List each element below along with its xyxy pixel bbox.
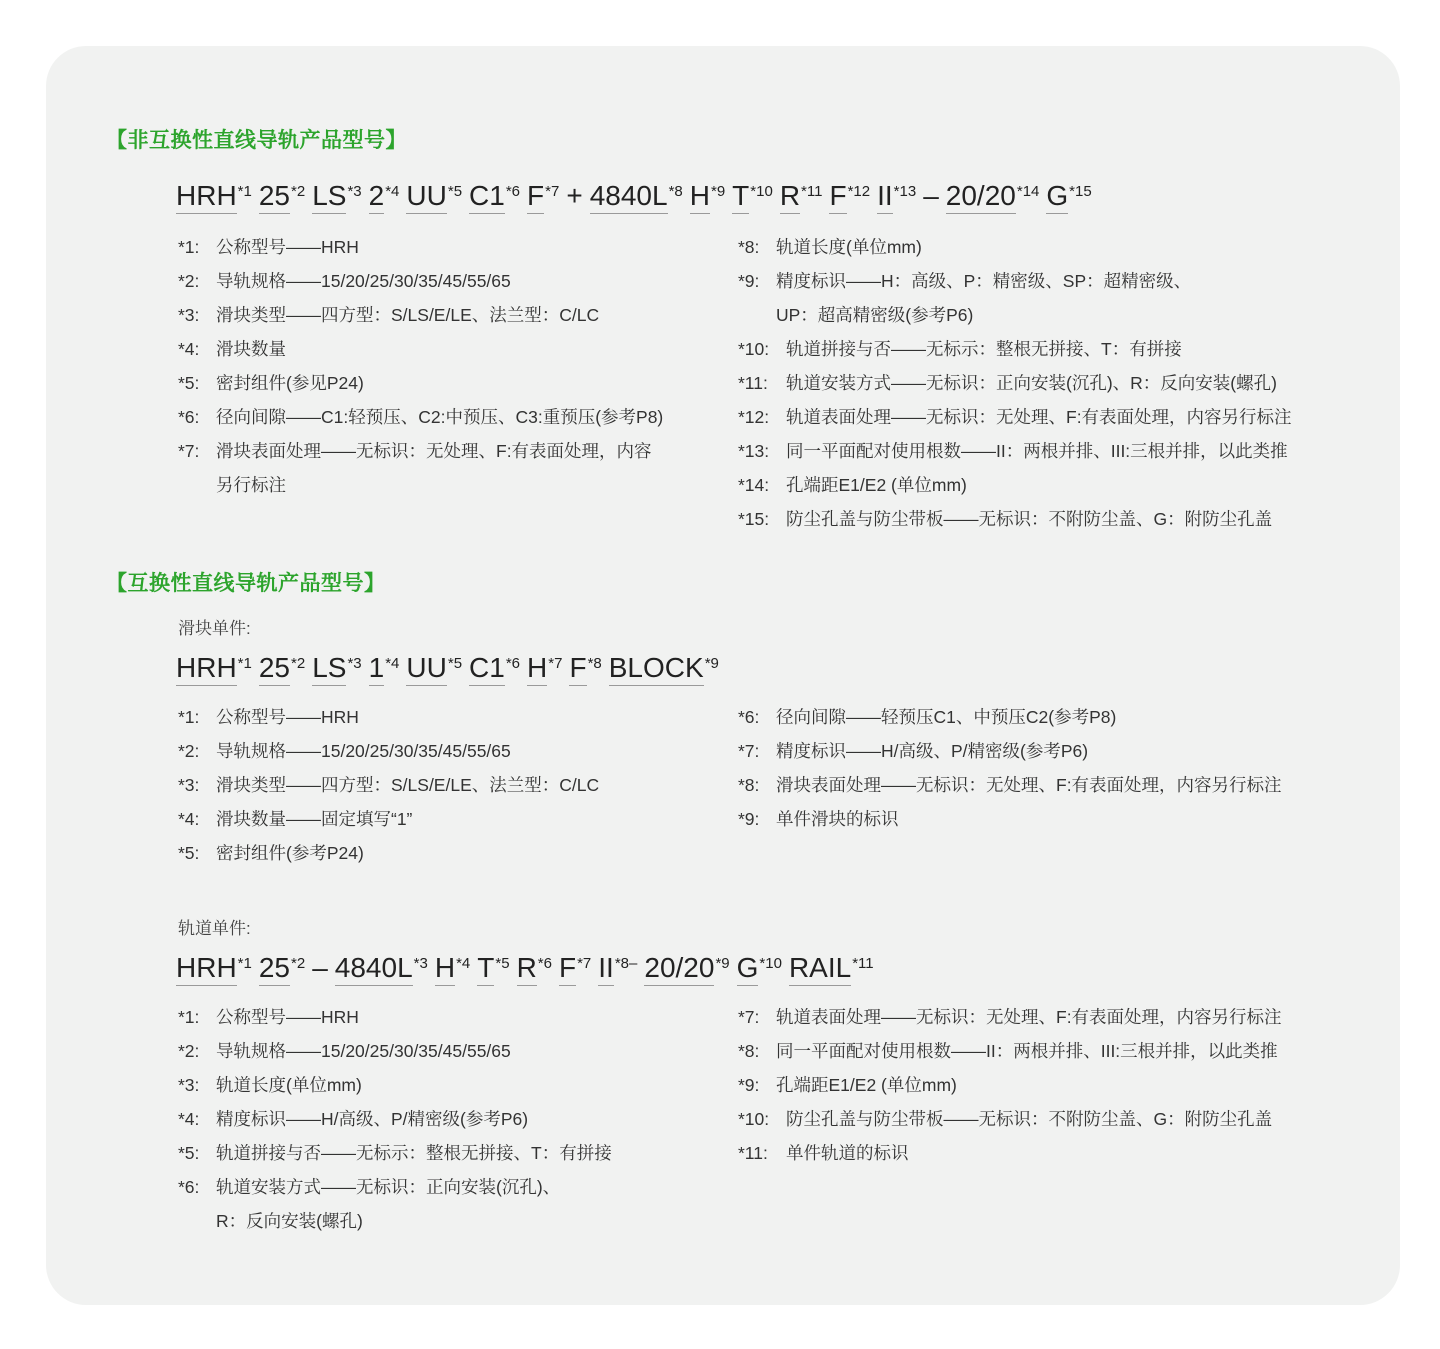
code-separator: – (923, 180, 939, 211)
code-token-footnote: *7 (548, 655, 563, 672)
note-text (216, 1170, 560, 1238)
note-text (216, 298, 599, 332)
code-token-footnote: *9 (710, 183, 726, 200)
code-token-footnote: *2 (291, 955, 306, 972)
code-token-text: LS (312, 180, 346, 214)
code-token (176, 174, 252, 214)
code-token-footnote: *1 (237, 655, 252, 672)
note-text (776, 230, 922, 264)
code-token (789, 946, 874, 986)
note-line: 滑块类型——四方型：S/LS/E/LE、法兰型：C/LC (216, 775, 600, 795)
note-text (216, 264, 511, 298)
code-token (644, 946, 729, 986)
note-line: 公称型号——HRH (216, 1007, 359, 1027)
code-token (469, 174, 520, 214)
note-item (178, 1068, 612, 1102)
note-line: 轨道长度(单位mm) (776, 237, 922, 257)
code-token (259, 174, 305, 214)
note-number: *3: (178, 305, 200, 325)
code-token-footnote: *4 (385, 655, 400, 672)
note-item (178, 802, 599, 836)
code-token (690, 174, 725, 214)
note-text (216, 700, 359, 734)
code-token-footnote: *4 (456, 955, 471, 972)
code-token-text: 25 (259, 652, 290, 686)
notes-left-rail (178, 1000, 612, 1238)
note-number: *8: (738, 775, 760, 795)
note-item (178, 1102, 612, 1136)
code-token-text: 1 (369, 652, 385, 686)
note-line: 另行标注 (216, 475, 286, 495)
note-number: *11: (738, 1143, 768, 1163)
note-number: *5: (178, 373, 200, 393)
section-title-interchangeable: 【互换性直线导轨产品型号】 (106, 572, 386, 595)
code-token-footnote: *3 (347, 655, 362, 672)
code-token (737, 946, 782, 986)
note-text (786, 1102, 1272, 1136)
note-item (178, 1170, 612, 1238)
note-item (738, 230, 1292, 264)
code-token-text: II (877, 180, 893, 214)
code-token-footnote: *11 (852, 955, 874, 972)
code-token-text: HRH (176, 952, 237, 986)
note-item (738, 1102, 1282, 1136)
code-token-text: HRH (176, 180, 237, 214)
code-token-text: 4840L (590, 180, 668, 214)
note-line: 轨道安装方式——无标识：正向安装(沉孔)、 (216, 1177, 561, 1197)
note-item (738, 468, 1292, 502)
code-token-footnote: *11 (801, 183, 823, 200)
note-line: 精度标识——H/高级、P/精密级(参考P6) (216, 1109, 529, 1129)
note-text (786, 434, 1288, 468)
note-line: 滑块表面处理——无标识：无处理、F:有表面处理，内容另行标注 (776, 775, 1282, 795)
model-code-non-interchangeable (176, 174, 1099, 214)
note-item (178, 1034, 612, 1068)
note-text (776, 768, 1282, 802)
note-text (216, 434, 652, 502)
code-token-text: T (477, 952, 494, 986)
note-line: 防尘孔盖与防尘带板——无标识：不附防尘盖、G：附防尘孔盖 (786, 1109, 1273, 1129)
note-number: *9: (738, 1075, 760, 1095)
note-item (178, 298, 663, 332)
code-token-footnote: *3 (347, 183, 362, 200)
code-token (590, 174, 683, 214)
code-token-text: 2 (369, 180, 385, 214)
note-text (216, 1034, 511, 1068)
code-token (517, 946, 552, 986)
code-token-footnote: *3 (413, 955, 428, 972)
rail-unit-label: 轨道单件: (178, 919, 251, 938)
code-token-footnote: *13 (893, 183, 917, 200)
note-number: *6: (738, 707, 760, 727)
note-item (178, 332, 663, 366)
note-text (216, 1102, 528, 1136)
note-line: 孔端距E1/E2 (单位mm) (786, 475, 967, 495)
note-item (178, 366, 663, 400)
code-token-footnote: *6 (505, 655, 521, 672)
code-token (176, 646, 252, 686)
note-number: *1: (178, 237, 200, 257)
note-line: 轨道长度(单位mm) (216, 1075, 362, 1095)
note-line: R：反向安装(螺孔) (216, 1211, 363, 1231)
code-token (946, 174, 1040, 214)
code-token-footnote: *7 (545, 183, 560, 200)
note-number: *5: (178, 843, 200, 863)
code-token-text: R (780, 180, 800, 214)
code-token (609, 646, 719, 686)
note-line: UP：超高精密级(参考P6) (776, 305, 974, 325)
code-token-text: 25 (259, 180, 290, 214)
note-line: 同一平面配对使用根数——II：两根并排、III:三根并排，以此类推 (786, 441, 1288, 461)
note-number: *11: (738, 373, 768, 393)
note-line: 滑块数量——固定填写“1” (216, 809, 413, 829)
code-token-text: 25 (259, 952, 290, 986)
note-line: 公称型号——HRH (216, 707, 359, 727)
code-token-footnote: *9 (715, 955, 730, 972)
code-token-footnote: *8 (668, 183, 683, 200)
code-token-footnote: *1 (237, 955, 252, 972)
note-line: 密封组件(参见P24) (216, 373, 364, 393)
code-token (527, 646, 562, 686)
code-token-footnote: *2 (291, 655, 306, 672)
note-line: 防尘孔盖与防尘带板——无标识：不附防尘盖、G：附防尘孔盖 (786, 509, 1273, 529)
note-item (178, 836, 599, 870)
note-text (776, 1034, 1278, 1068)
code-token-text: C1 (469, 652, 505, 686)
note-number: *1: (178, 1007, 200, 1027)
code-token-text: F (569, 652, 586, 686)
note-text (216, 400, 663, 434)
code-token (780, 174, 823, 214)
note-number: *2: (178, 741, 200, 761)
code-token-footnote: *8 (587, 655, 602, 672)
notes-left-block (178, 700, 599, 870)
code-token-text: RAIL (789, 952, 851, 986)
block-unit-label: 滑块单件: (178, 619, 251, 638)
note-item (738, 802, 1282, 836)
code-token-footnote: *9 (704, 655, 719, 672)
code-token (369, 174, 400, 214)
notes-left-non-interchangeable (178, 230, 663, 502)
section-title-non-interchangeable: 【非互换性直线导轨产品型号】 (106, 129, 407, 152)
note-text (776, 700, 1116, 734)
note-number: *4: (178, 339, 200, 359)
note-line: 径向间隙——C1:轻预压、C2:中预压、C3:重预压(参考P8) (216, 407, 664, 427)
code-token-text: C1 (469, 180, 505, 214)
code-token-text: R (517, 952, 537, 986)
note-text (216, 1136, 612, 1170)
code-token (598, 946, 637, 986)
note-line: 轨道安装方式——无标识：正向安装(沉孔)、R：反向安装(螺孔) (786, 373, 1277, 393)
note-number: *3: (178, 775, 200, 795)
model-code-rail (176, 946, 881, 986)
note-number: *7: (738, 1007, 760, 1027)
code-token-footnote: *4 (385, 183, 400, 200)
note-item (178, 1000, 612, 1034)
note-number: *14: (738, 475, 770, 495)
note-item (178, 734, 599, 768)
code-token-text: 20/20 (946, 180, 1016, 214)
note-item (738, 768, 1282, 802)
code-token-text: F (559, 952, 576, 986)
note-item (178, 264, 663, 298)
code-token (406, 174, 462, 214)
code-token-footnote: *10 (750, 183, 773, 200)
note-item (738, 434, 1292, 468)
note-number: *8: (738, 237, 760, 257)
note-line: 公称型号——HRH (216, 237, 359, 257)
note-line: 滑块表面处理——无标识：无处理、F:有表面处理，内容 (216, 441, 652, 461)
note-number: *2: (178, 1041, 200, 1061)
code-token-footnote: *10 (759, 955, 782, 972)
code-token-footnote: *2 (291, 183, 306, 200)
note-line: 滑块数量 (216, 339, 286, 359)
code-token (259, 946, 305, 986)
code-token-text: T (732, 180, 749, 214)
code-token-text: F (829, 180, 846, 214)
code-token-footnote: *6 (505, 183, 521, 200)
note-text (776, 802, 899, 836)
note-text (786, 366, 1277, 400)
note-item (738, 366, 1292, 400)
note-item (178, 434, 663, 502)
notes-right-rail (738, 1000, 1282, 1170)
code-token (312, 646, 361, 686)
code-token-text: G (737, 952, 759, 986)
note-item (178, 230, 663, 264)
note-text (786, 400, 1292, 434)
note-text (216, 802, 412, 836)
code-token-footnote: *5 (447, 655, 463, 672)
note-text (216, 1000, 359, 1034)
code-separator: – (312, 952, 328, 983)
code-token-text: HRH (176, 652, 237, 686)
note-number: *10: (738, 339, 770, 359)
code-token (369, 646, 400, 686)
note-text (786, 332, 1182, 366)
code-token-footnote: *5 (447, 183, 463, 200)
note-line: 同一平面配对使用根数——II：两根并排、III:三根并排，以此类推 (776, 1041, 1278, 1061)
code-token (469, 646, 520, 686)
note-text (216, 332, 286, 366)
note-number: *6: (178, 1177, 200, 1197)
code-token-text: UU (406, 652, 446, 686)
code-token (312, 174, 361, 214)
code-token-text: H (435, 952, 455, 986)
note-number: *8: (738, 1041, 760, 1061)
code-token (527, 174, 559, 214)
note-line: 单件轨道的标识 (786, 1143, 909, 1163)
note-item (738, 502, 1292, 536)
note-item (178, 700, 599, 734)
note-number: *13: (738, 441, 770, 461)
code-token-footnote: *14 (1016, 183, 1040, 200)
code-token (559, 946, 591, 986)
note-number: *5: (178, 1143, 200, 1163)
note-text (786, 468, 967, 502)
note-item (738, 700, 1282, 734)
code-token-footnote: *5 (495, 955, 510, 972)
note-number: *7: (178, 441, 200, 461)
note-text (776, 1068, 957, 1102)
code-token-footnote: *1 (237, 183, 252, 200)
note-number: *4: (178, 809, 200, 829)
note-item (738, 734, 1282, 768)
note-number: *7: (738, 741, 760, 761)
code-token-text: LS (312, 652, 346, 686)
note-number: *1: (178, 707, 200, 727)
note-line: 轨道拼接与否——无标示：整根无拼接、T：有拼接 (216, 1143, 612, 1163)
note-number: *4: (178, 1109, 200, 1129)
code-token-text: F (527, 180, 544, 214)
note-text (216, 734, 511, 768)
note-item (178, 1136, 612, 1170)
note-text (776, 264, 1191, 332)
code-token-text: 20/20 (644, 952, 714, 986)
code-token-footnote: *15 (1069, 183, 1092, 200)
code-separator: + (566, 180, 583, 211)
note-item (738, 1136, 1282, 1170)
note-item (738, 1000, 1282, 1034)
code-token (406, 646, 462, 686)
code-token (176, 946, 252, 986)
note-item (738, 1034, 1282, 1068)
note-line: 导轨规格——15/20/25/30/35/45/55/65 (216, 1041, 511, 1061)
note-text (216, 230, 359, 264)
note-line: 轨道拼接与否——无标示：整根无拼接、T：有拼接 (786, 339, 1182, 359)
code-token (477, 946, 509, 986)
note-number: *2: (178, 271, 200, 291)
code-token-text: H (527, 652, 547, 686)
notes-right-non-interchangeable (738, 230, 1292, 536)
note-line: 精度标识——H：高级、P：精密级、SP：超精密级、 (776, 271, 1192, 291)
note-number: *3: (178, 1075, 200, 1095)
note-line: 导轨规格——15/20/25/30/35/45/55/65 (216, 741, 511, 761)
code-token (569, 646, 601, 686)
note-number: *6: (178, 407, 200, 427)
note-line: 单件滑块的标识 (776, 809, 899, 829)
note-text (216, 1068, 362, 1102)
note-text (776, 1000, 1282, 1034)
code-token-text: BLOCK (609, 652, 704, 686)
note-line: 滑块类型——四方型：S/LS/E/LE、法兰型：C/LC (216, 305, 600, 325)
note-text (786, 502, 1272, 536)
code-token-footnote: *7 (577, 955, 592, 972)
note-line: 径向间隙——轻预压C1、中预压C2(参考P8) (776, 707, 1117, 727)
note-line: 导轨规格——15/20/25/30/35/45/55/65 (216, 271, 511, 291)
notes-right-block (738, 700, 1282, 836)
model-code-block (176, 646, 726, 686)
note-text (786, 1136, 909, 1170)
note-text (216, 836, 364, 870)
code-token-text: II (598, 952, 614, 986)
code-token (335, 946, 428, 986)
note-text (216, 768, 599, 802)
code-token-text: G (1046, 180, 1068, 214)
code-token (259, 646, 305, 686)
code-token-footnote: *12 (847, 183, 871, 200)
code-token (1046, 174, 1091, 214)
code-token (829, 174, 870, 214)
note-item (738, 264, 1292, 332)
note-text (776, 734, 1088, 768)
code-token (732, 174, 773, 214)
code-token-text: UU (406, 180, 446, 214)
note-number: *12: (738, 407, 770, 427)
note-line: 轨道表面处理——无标识：无处理、F:有表面处理，内容另行标注 (776, 1007, 1282, 1027)
code-token-footnote: *8– (614, 955, 638, 972)
note-number: *9: (738, 271, 760, 291)
note-number: *10: (738, 1109, 770, 1129)
note-item (178, 768, 599, 802)
note-number: *9: (738, 809, 760, 829)
code-token (877, 174, 916, 214)
note-item (178, 400, 663, 434)
note-item (738, 1068, 1282, 1102)
code-token-text: 4840L (335, 952, 413, 986)
note-number: *15: (738, 509, 770, 529)
note-item (738, 400, 1292, 434)
note-line: 孔端距E1/E2 (单位mm) (776, 1075, 957, 1095)
code-token-footnote: *6 (537, 955, 552, 972)
note-item (738, 332, 1292, 366)
note-line: 轨道表面处理——无标识：无处理、F:有表面处理，内容另行标注 (786, 407, 1292, 427)
code-token (435, 946, 470, 986)
note-line: 密封组件(参考P24) (216, 843, 364, 863)
note-line: 精度标识——H/高级、P/精密级(参考P6) (776, 741, 1089, 761)
code-token-text: H (690, 180, 710, 214)
note-text (216, 366, 364, 400)
